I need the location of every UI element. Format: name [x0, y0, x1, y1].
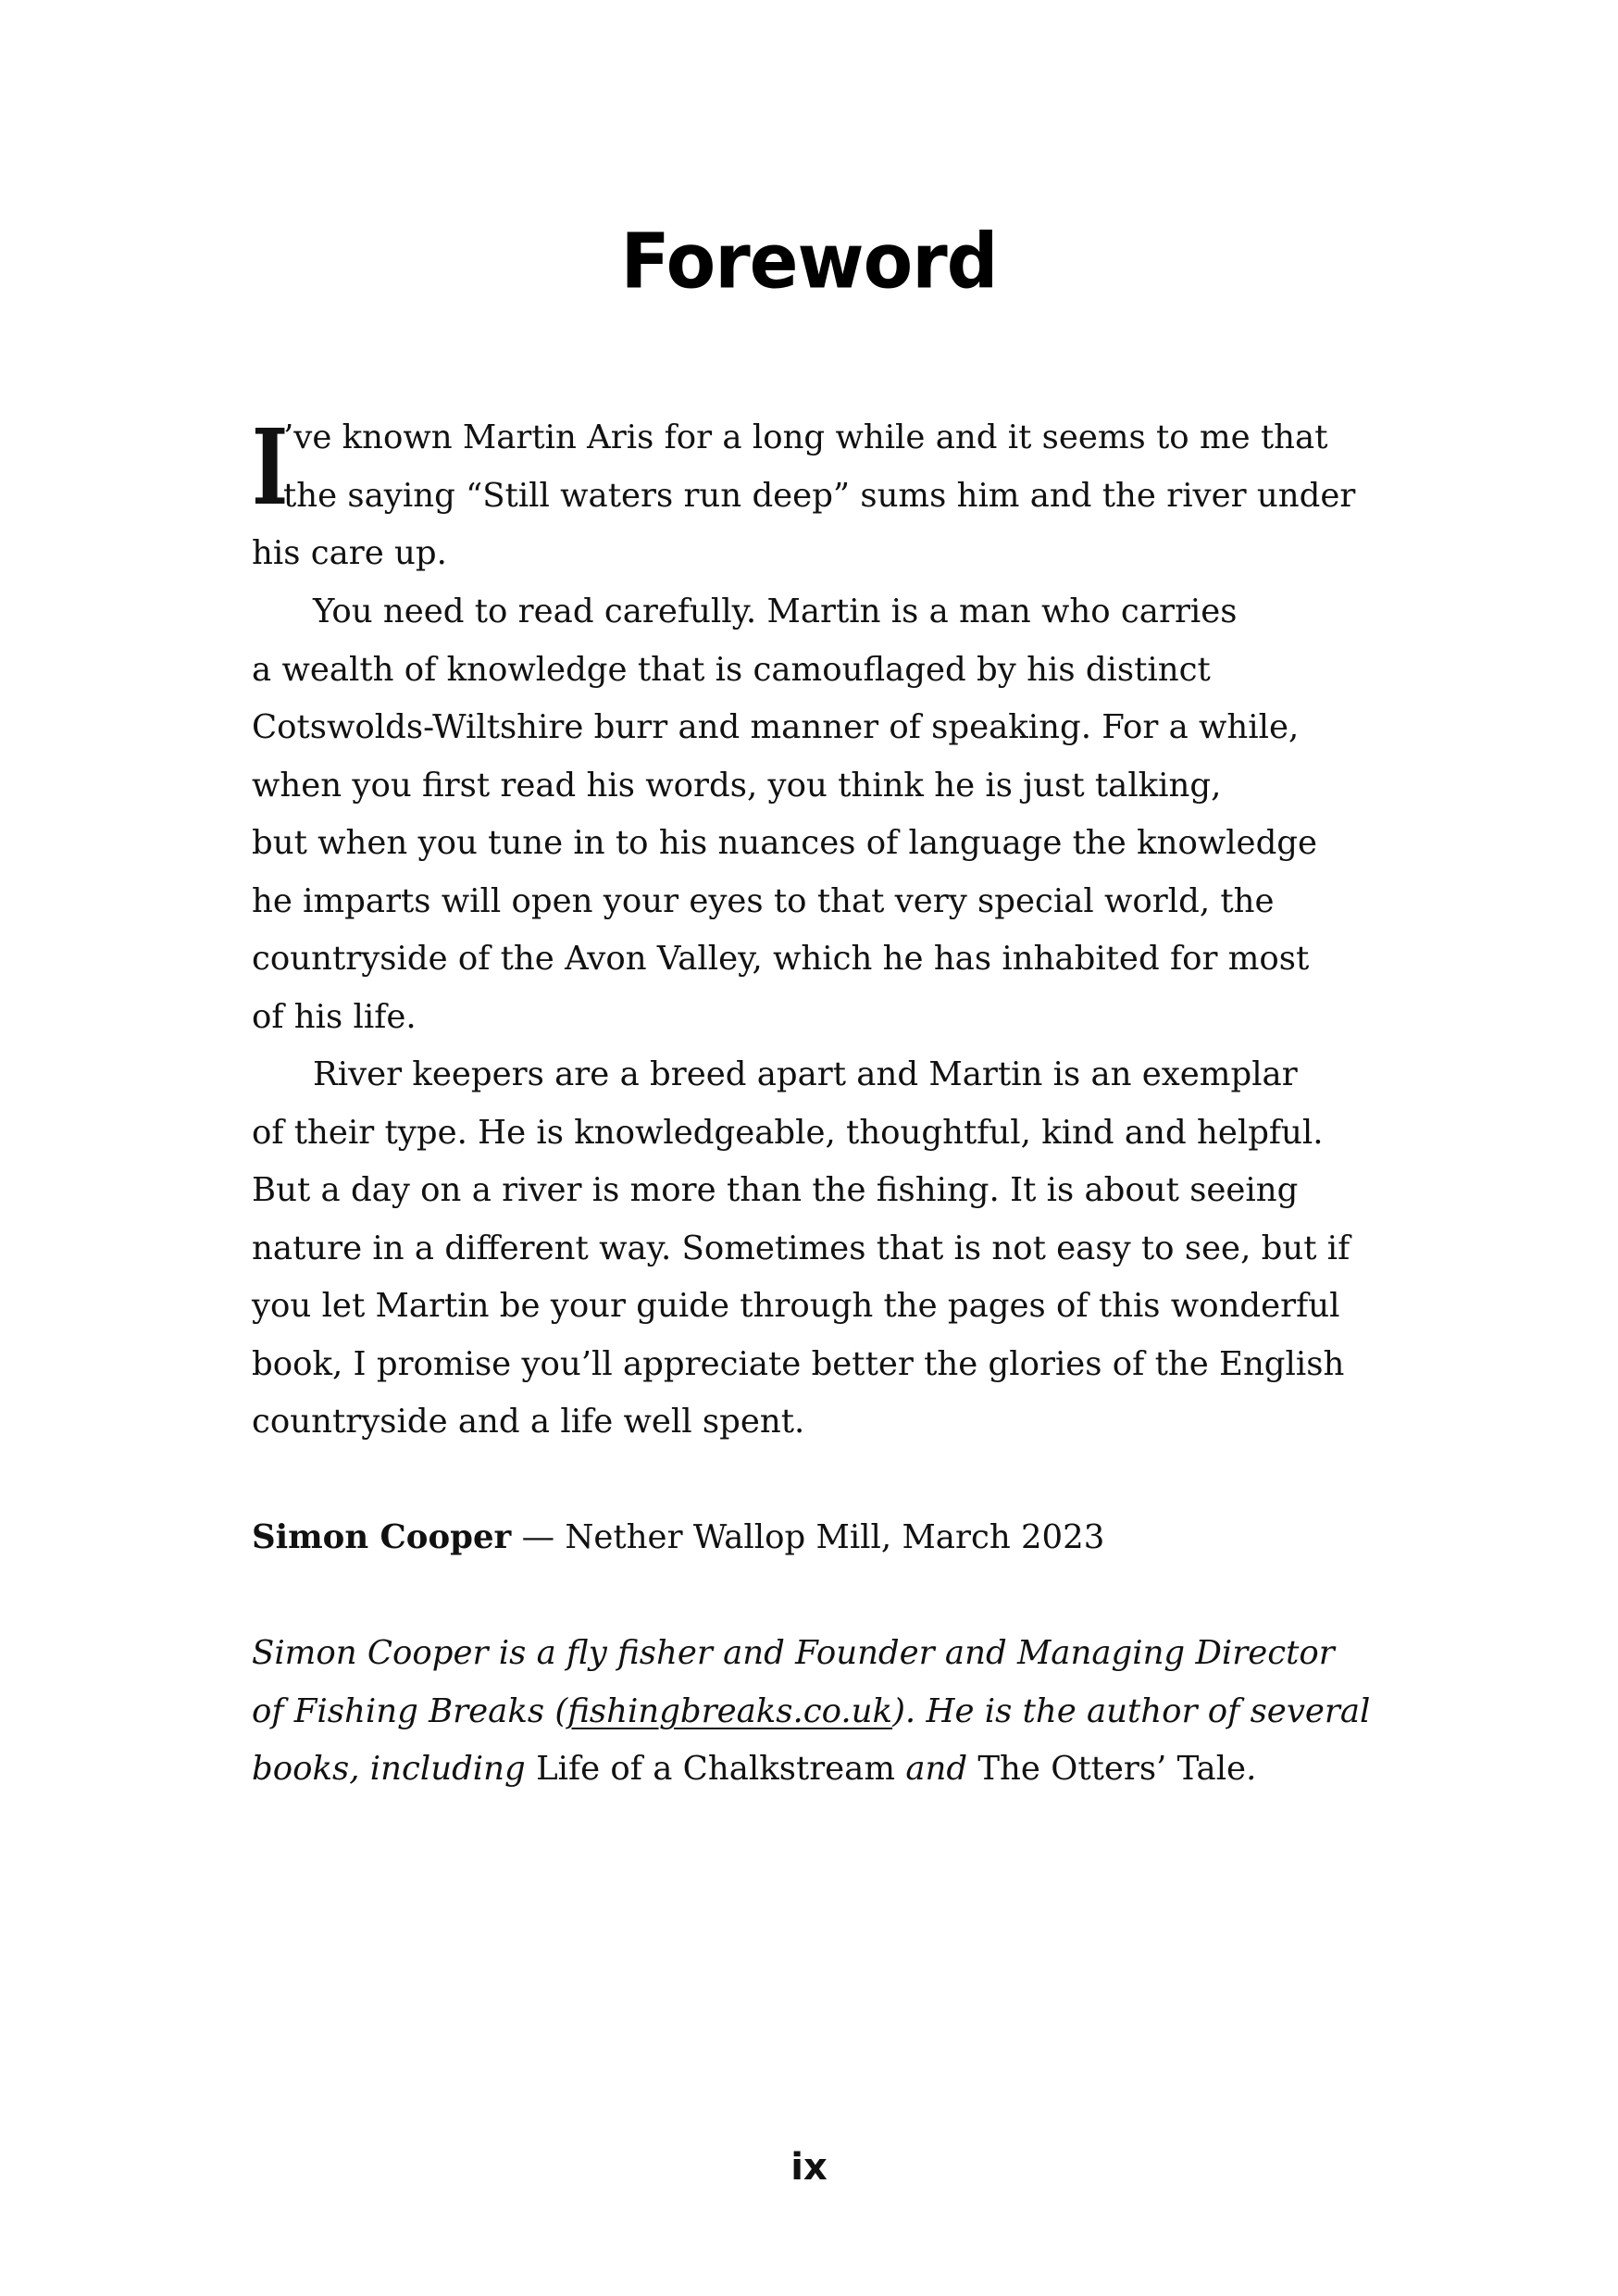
bio-text: .: [1246, 1750, 1257, 1788]
website-link[interactable]: fishingbreaks.co.uk: [567, 1691, 893, 1730]
bio-text: of Fishing Breaks (: [252, 1691, 568, 1730]
page-number: ix: [790, 2146, 828, 2189]
bio-line: Simon Cooper is a fly fisher and Founder and Managing Director: [252, 1634, 1335, 1672]
text-line: book, I promise you’ll appreciate better the glories of the English: [252, 1344, 1345, 1383]
signature-separator: —: [521, 1518, 555, 1556]
paragraph-2: [252, 583, 1398, 1046]
bio-text: ). He is the author of several: [892, 1691, 1371, 1730]
signature: [252, 1509, 1104, 1567]
text-line: nature in a different way. Sometimes that is not easy to see, but if: [252, 1229, 1350, 1267]
drop-cap: I: [252, 407, 289, 529]
paragraph-3: [252, 1046, 1398, 1452]
text-line: River keepers are a breed apart and Martin is an exemplar: [313, 1055, 1298, 1093]
page-title: Foreword: [620, 218, 998, 306]
text-line: ’ve known Martin Aris for a long while and it seems to me that: [283, 418, 1328, 456]
text-line: a wealth of knowledge that is camouflaged by his distinct: [252, 650, 1211, 689]
text-line: You need to read carefully. Martin is a man who carries: [313, 593, 1238, 630]
text-line: you let Martin be your guide through the pages of this wonderful: [252, 1287, 1340, 1325]
paragraph-1: [252, 409, 1398, 583]
text-line: he imparts will open your eyes to that very special world, the: [252, 881, 1275, 920]
bio-line: [252, 1741, 1398, 1799]
book-title: Life of a Chalkstream: [536, 1750, 896, 1788]
text-line: the saying “Still waters run deep” sums him and the river under: [283, 476, 1356, 515]
author-bio: [252, 1625, 1398, 1799]
text-line: his care up.: [252, 534, 447, 572]
text-line: of their type. He is knowledgeable, thoughtful, kind and helpful.: [252, 1113, 1324, 1152]
text-line: countryside and a life well spent.: [252, 1403, 805, 1441]
bio-line: [252, 1683, 1398, 1741]
text-line: when you first read his words, you think he is just talking,: [252, 766, 1222, 805]
text-line: but when you tune in to his nuances of language the knowledge: [252, 824, 1318, 862]
bio-text: books, including: [252, 1750, 526, 1788]
text-line: But a day on a river is more than the fishing. It is about seeing: [252, 1171, 1299, 1209]
text-line: countryside of the Avon Valley, which he has inhabited for most: [252, 940, 1310, 978]
bio-text: and: [905, 1750, 968, 1788]
signature-place-date: Nether Wallop Mill, March 2023: [565, 1518, 1105, 1556]
text-line: of his life.: [252, 997, 417, 1036]
text-line: Cotswolds-Wiltshire burr and manner of speaking. For a while,: [252, 708, 1300, 746]
book-title: The Otters’ Tale: [977, 1750, 1247, 1788]
author-name: Simon Cooper: [252, 1518, 512, 1556]
